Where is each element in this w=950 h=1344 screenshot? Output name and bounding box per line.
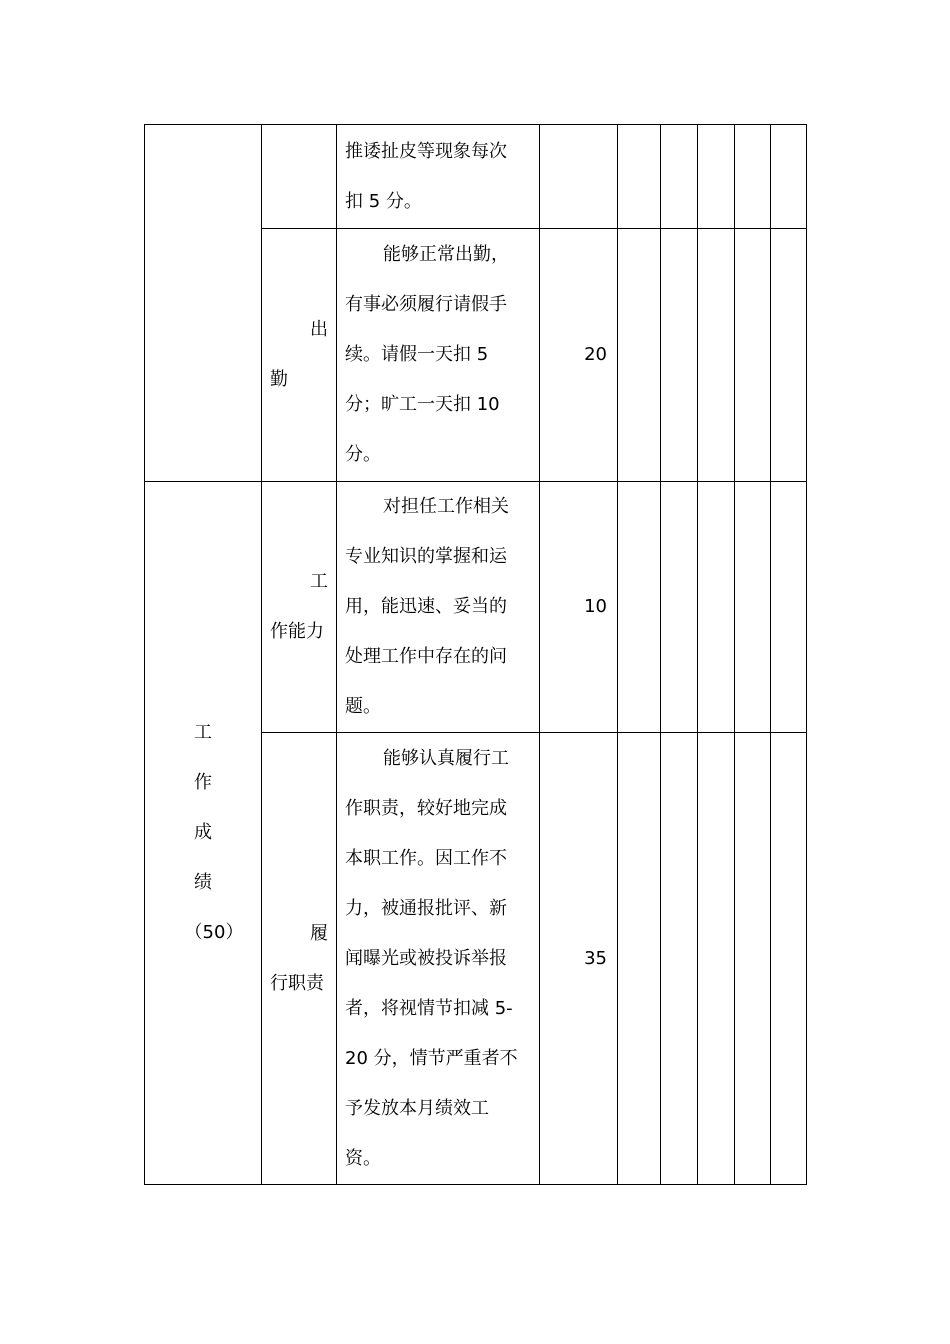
grade-cell[interactable] <box>771 733 807 1185</box>
criteria-line: 有事必须履行请假手 <box>345 294 507 315</box>
criteria-line: 20 分，情节严重者不 <box>345 1047 518 1069</box>
criteria-line: 闻曝光或被投诉举报 <box>345 947 507 969</box>
criteria-line: 能够认真履行工 <box>383 747 509 769</box>
category-work-performance <box>145 482 262 1185</box>
grade-cell[interactable] <box>618 482 661 733</box>
criteria-line: 资。 <box>345 1147 381 1169</box>
score-duty: 35 <box>540 733 618 1185</box>
grade-cell[interactable] <box>735 733 771 1185</box>
grade-cell[interactable] <box>661 482 698 733</box>
subcategory-cell-blank <box>262 125 337 229</box>
grade-cell[interactable] <box>618 125 661 229</box>
subcategory-line: 履 <box>310 922 328 944</box>
grade-cell[interactable] <box>661 733 698 1185</box>
criteria-attendance <box>337 229 540 482</box>
subcategory-line: 勤 <box>270 369 288 390</box>
criteria-line: 题。 <box>345 696 381 717</box>
score-attendance: 20 <box>540 229 618 482</box>
criteria-line: 本职工作。因工作不 <box>345 847 507 869</box>
grade-cell[interactable] <box>771 229 807 482</box>
criteria-line: 者，将视情节扣减 5- <box>345 997 513 1019</box>
grade-cell[interactable] <box>698 482 735 733</box>
criteria-line: 用，能迅速、妥当的 <box>345 596 507 617</box>
criteria-line: 对担任工作相关 <box>383 496 509 517</box>
category-char: 成 <box>194 822 212 843</box>
table-row-shirk <box>145 125 807 229</box>
subcategory-line: 作能力 <box>270 621 324 642</box>
subcategory-line: 工 <box>310 571 328 592</box>
grade-cell[interactable] <box>698 125 735 229</box>
grade-cell[interactable] <box>698 733 735 1185</box>
criteria-line: 予发放本月绩效工 <box>345 1097 489 1119</box>
category-points: （50） <box>184 922 244 943</box>
criteria-duty <box>337 733 540 1185</box>
subcategory-line: 行职责 <box>270 972 324 994</box>
criteria-line: 扣 5 分。 <box>345 190 422 212</box>
subcategory-line: 出 <box>310 319 328 340</box>
grade-cell[interactable] <box>735 125 771 229</box>
criteria-line: 续。请假一天扣 5 <box>345 344 489 365</box>
grade-cell[interactable] <box>618 229 661 482</box>
criteria-ability <box>337 482 540 733</box>
grade-cell[interactable] <box>735 482 771 733</box>
evaluation-table <box>144 124 807 1185</box>
table-row-ability <box>145 482 807 733</box>
score-ability: 10 <box>540 482 618 733</box>
category-char: 绩 <box>194 872 212 893</box>
category-cell-blank <box>145 125 262 482</box>
criteria-shirk <box>337 125 540 229</box>
subcategory-duty <box>262 733 337 1185</box>
grade-cell[interactable] <box>661 125 698 229</box>
criteria-line: 分；旷工一天扣 10 <box>345 394 500 415</box>
grade-cell[interactable] <box>735 229 771 482</box>
category-char: 作 <box>194 772 212 793</box>
grade-cell[interactable] <box>771 482 807 733</box>
criteria-line: 处理工作中存在的问 <box>345 646 507 667</box>
criteria-line: 作职责，较好地完成 <box>345 797 507 819</box>
criteria-line: 专业知识的掌握和运 <box>345 546 507 567</box>
category-char: 工 <box>194 722 212 743</box>
criteria-line: 力，被通报批评、新 <box>345 897 507 919</box>
subcategory-attendance <box>262 229 337 482</box>
score-cell-blank <box>540 125 618 229</box>
criteria-line: 推诿扯皮等现象每次 <box>345 140 507 162</box>
grade-cell[interactable] <box>698 229 735 482</box>
criteria-line: 分。 <box>345 444 381 465</box>
grade-cell[interactable] <box>661 229 698 482</box>
subcategory-ability <box>262 482 337 733</box>
criteria-line: 能够正常出勤， <box>383 244 509 265</box>
grade-cell[interactable] <box>771 125 807 229</box>
grade-cell[interactable] <box>618 733 661 1185</box>
